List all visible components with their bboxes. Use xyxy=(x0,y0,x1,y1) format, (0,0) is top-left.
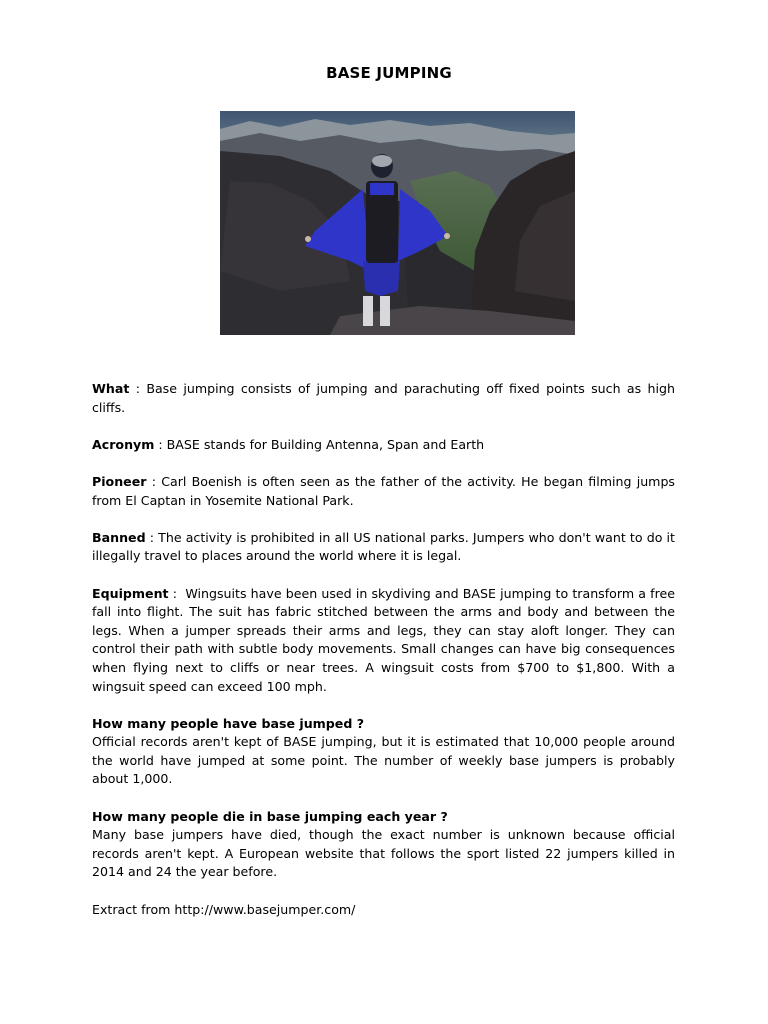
helmet-visor xyxy=(372,155,392,167)
section-label: What xyxy=(92,381,130,396)
question-heading: How many people die in base jumping each year ? xyxy=(92,808,448,824)
section-text: BASE stands for Building Antenna, Span and Earth xyxy=(166,436,485,452)
question-block xyxy=(92,808,675,882)
question-answer: Many base jumpers have died, though the exact number is unknown because official records aren't kept. A European website that follows the sport listed 22 jumpers killed in 2014 and 24 the year before. xyxy=(92,827,675,880)
section-label: Banned xyxy=(92,529,146,545)
section-separator: : xyxy=(145,529,159,545)
section-banned xyxy=(92,529,675,566)
left-leg xyxy=(363,296,373,326)
left-hand xyxy=(305,236,311,242)
section-equipment xyxy=(92,585,675,697)
section-label: Acronym xyxy=(92,436,155,452)
section-separator: : xyxy=(154,436,167,452)
section-pioneer xyxy=(92,473,675,510)
question-block xyxy=(92,715,675,789)
section-text: Base jumping consists of jumping and parachuting off fixed points such as high cliffs. xyxy=(92,381,675,415)
section-separator: : xyxy=(168,585,186,601)
page-title: BASE JUMPING xyxy=(326,64,452,82)
wingsuit-photo-graphic xyxy=(220,111,575,335)
section-acronym xyxy=(92,436,675,455)
right-hand xyxy=(444,233,450,239)
question-answer: Official records aren't kept of BASE jumping, but it is estimated that 10,000 people around the world have jumped at some point. The number of weekly base jumpers is probably about 1,000. xyxy=(92,734,675,787)
section-what xyxy=(92,380,675,417)
section-text: Carl Boenish is often seen as the father of the activity. He began filming jumps from El Captan in Yosemite National Park. xyxy=(92,473,675,508)
section-text: Wingsuits have been used in skydiving and BASE jumping to transform a free fall into flight. The suit has fabric stitched between the arms and body and between the legs. When a jumper spreads their arms and legs, they can stay aloft longer. They can control their path with subtle body movements. Small changes can have big consequences when flying next to cliffs or near trees. A wingsuit costs from $700 to $1,800. With a wingsuit speed can exceed 100 mph. xyxy=(92,585,675,694)
section-label: Equipment xyxy=(92,585,169,601)
source-line: Extract from http://www.basejumper.com/ xyxy=(92,901,356,917)
question-heading: How many people have base jumped ? xyxy=(92,715,365,731)
wingsuit-photo xyxy=(220,111,575,335)
section-text: The activity is prohibited in all US national parks. Jumpers who don't want to do it illegally travel to places around the world where it is legal. xyxy=(92,529,675,564)
right-leg xyxy=(380,296,390,326)
section-label: Pioneer xyxy=(92,473,147,489)
article-body xyxy=(92,380,675,938)
leg-wing xyxy=(363,261,400,296)
shoulder-strap xyxy=(370,183,394,195)
section-separator: : xyxy=(129,381,147,396)
section-separator: : xyxy=(146,473,162,489)
